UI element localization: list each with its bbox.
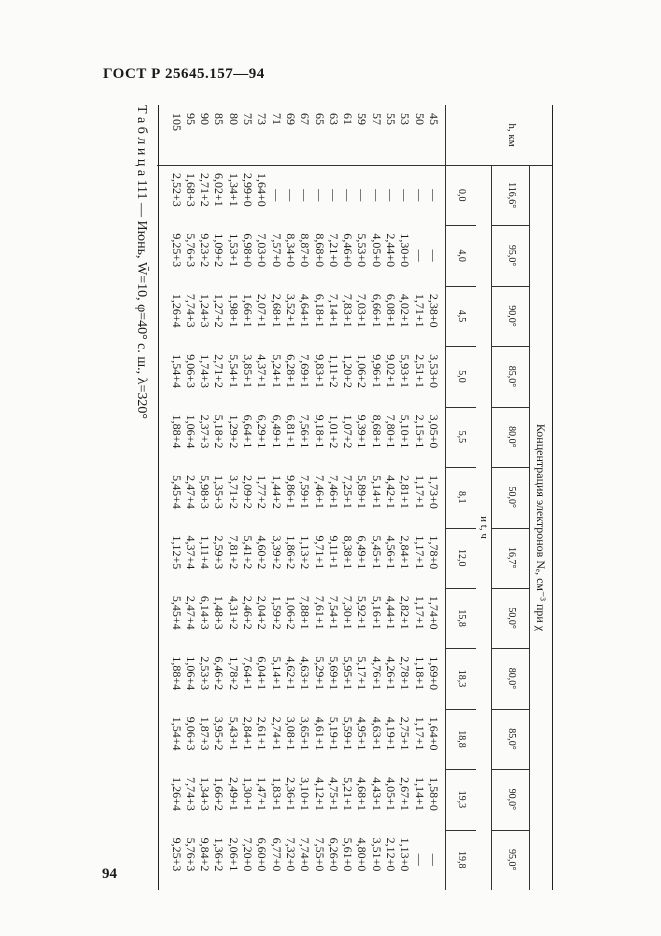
table-cell: 5,53+0	[355, 233, 370, 268]
table-cell: 6,81+1	[284, 414, 298, 449]
table-cell: 1,69+0	[427, 656, 441, 691]
table-cell: 4,64+1	[298, 293, 313, 328]
table-cell: —	[284, 189, 298, 202]
table-cell: 5,98+3	[198, 475, 213, 509]
table-cell: 6,98+0	[241, 233, 256, 268]
table-cell: 6,08+1	[384, 293, 399, 328]
table-cell: 2,78+1	[398, 656, 413, 691]
table-cell: 1,68+3	[183, 173, 198, 207]
table-cell: 6,66+1	[369, 293, 384, 328]
table-cell: 5,14+1	[269, 656, 284, 691]
table-cell: —	[298, 189, 313, 202]
table-cell: 2,44+0	[384, 233, 399, 268]
table-cell: 2,84+1	[241, 716, 256, 751]
table-row	[184, 105, 197, 890]
table-cell: 1,88+4	[169, 656, 184, 691]
table-cell: 4,31+2	[226, 595, 241, 630]
row-height-value: 53	[398, 113, 413, 125]
table-cell: 1,34+3	[198, 777, 213, 811]
group-header: Концентрация электронов Nₑ, см⁻³ при χ	[534, 423, 548, 632]
table-cell: 7,81+2	[226, 535, 241, 570]
table-cell: 2,81+1	[398, 475, 413, 509]
table-cell: 9,06+3	[183, 354, 198, 389]
t-header-cell: 0,0	[456, 188, 467, 202]
t-header-cell: 19,3	[456, 790, 467, 809]
table-cell: 5,61+0	[341, 837, 356, 872]
table-caption: Т а б л и ц а 111 — Июнь, W̄=10, φ=40° с. ш., λ=320°	[134, 105, 149, 419]
table-cell: 1,13+2	[298, 535, 313, 570]
table-cell: 3,39+2	[269, 535, 284, 570]
table-cell: 1,78+2	[226, 656, 241, 691]
table-cell: 2,37+3	[198, 414, 213, 449]
table-cell: 5,19+1	[326, 716, 341, 751]
row-height-value: 55	[384, 113, 399, 125]
table-cell: 1,98+1	[226, 293, 241, 328]
row-height-value: 80	[226, 113, 241, 125]
table-cell: 5,43+1	[226, 716, 241, 751]
table-cell: 4,05+1	[384, 777, 399, 811]
row-height-value: 45	[427, 113, 441, 125]
table-cell: 1,44+2	[269, 475, 284, 509]
table-cell: 1,30+0	[398, 233, 413, 268]
table-cell: 9,96+1	[369, 354, 384, 389]
table-cell: —	[384, 189, 399, 202]
table-cell: 1,17+1	[412, 535, 427, 570]
table-cell: 7,03+1	[355, 293, 370, 328]
t-header-cell: 12,0	[456, 548, 467, 567]
table-cell: 1,58+0	[427, 777, 441, 811]
table-cell: 2,71+2	[198, 173, 213, 207]
table-row	[198, 105, 211, 890]
table-cell: 1,64+0	[427, 716, 441, 751]
table-cell: 4,63+1	[298, 656, 313, 691]
rotated-table	[121, 105, 553, 890]
table-cell: 2,09+2	[241, 475, 256, 509]
table-cell: 6,49+1	[269, 414, 284, 449]
row-height-value: 61	[341, 113, 356, 125]
table-row	[241, 105, 254, 890]
table-cell: 1,88+4	[169, 414, 184, 449]
table-cell: —	[412, 249, 427, 262]
table-cell: 1,01+2	[326, 414, 341, 449]
table-cell: 2,36+1	[284, 777, 298, 811]
table-cell: —	[398, 189, 413, 202]
table-cell: 9,39+1	[355, 414, 370, 449]
table-cell: 8,87+0	[298, 233, 313, 268]
table-cell: 7,74+3	[183, 777, 198, 811]
table-cell: 1,64+0	[255, 173, 270, 207]
table-row	[255, 105, 268, 890]
table-cell: 5,92+1	[355, 595, 370, 630]
row-height-value: 90	[198, 113, 213, 125]
table-frame	[158, 105, 553, 890]
table-cell: 7,80+1	[384, 414, 399, 449]
table-cell: 1,26+4	[169, 777, 184, 811]
table-cell: 2,06+1	[226, 837, 241, 872]
table-cell: 5,76+3	[183, 233, 198, 268]
table-cell: 1,35+3	[212, 475, 227, 509]
table-cell: 1,07+2	[341, 414, 356, 449]
table-cell: 1,12+5	[169, 535, 184, 570]
table-cell: 1,20+2	[341, 354, 356, 389]
table-cell: 4,05+0	[369, 233, 384, 268]
table-cell: 5,59+1	[341, 716, 356, 751]
table-cell: 9,25+3	[169, 233, 184, 268]
table-cell: 4,56+1	[384, 535, 399, 570]
table-cell: 1,18+1	[412, 656, 427, 691]
table-cell: 5,10+1	[398, 414, 413, 449]
table-cell: 5,69+1	[326, 656, 341, 691]
row-height-value: 59	[355, 113, 370, 125]
table-cell: 9,23+2	[198, 233, 213, 268]
table-cell: 5,76+3	[183, 837, 198, 872]
table-cell: 6,77+0	[269, 837, 284, 872]
chi-header-cell: 80,0°	[506, 667, 517, 690]
table-cell: 1,77+2	[255, 475, 270, 509]
table-cell: 6,60+0	[255, 837, 270, 872]
table-cell: 1,06+2	[355, 354, 370, 389]
table-cell: 2,15+1	[412, 414, 427, 449]
table-cell: 4,75+1	[326, 777, 341, 811]
table-cell: 4,42+1	[384, 475, 399, 509]
table-cell: —	[427, 853, 441, 866]
table-cell: —	[427, 189, 441, 202]
chi-header-cell: 95,0°	[506, 244, 517, 267]
table-cell: 4,76+1	[369, 656, 384, 691]
t-header-cell: 4,5	[456, 309, 467, 323]
table-cell: 4,12+1	[312, 777, 327, 811]
page-number: 94	[102, 866, 117, 882]
table-cell: 4,43+1	[369, 777, 384, 811]
table-cell: 6,46+0	[341, 233, 356, 268]
table-cell: 3,52+1	[284, 293, 298, 328]
table-cell: 2,52+3	[169, 173, 184, 207]
table-cell: 3,53+0	[427, 354, 441, 389]
table-cell: 2,51+1	[412, 354, 427, 389]
table-cell: 3,95+2	[212, 716, 227, 751]
table-row	[356, 105, 369, 890]
t-header-cell: 5,0	[456, 370, 467, 383]
table-cell: 7,14+1	[326, 293, 341, 328]
table-row	[384, 105, 397, 890]
table-cell: 1,83+1	[269, 777, 284, 811]
table-cell: 5,54+1	[226, 354, 241, 389]
row-height-value: 105	[169, 113, 184, 131]
table-cell: 9,83+1	[312, 354, 327, 389]
table-cell: 5,14+1	[369, 475, 384, 509]
table-cell: —	[412, 189, 427, 202]
row-height-value: 65	[312, 113, 327, 125]
table-cell: 6,18+1	[312, 293, 327, 328]
table-cell: 2,04+2	[255, 595, 270, 630]
chi-header-cell: 50,0°	[506, 486, 517, 509]
table-cell: 1,71+1	[412, 293, 427, 328]
table-row	[270, 105, 283, 890]
table-cell: 6,14+3	[198, 595, 213, 630]
table-cell: 6,64+1	[241, 414, 256, 449]
t-header-cell: 5,5	[456, 430, 467, 444]
table-cell: 1,87+3	[198, 716, 213, 751]
table-cell: 5,21+1	[341, 777, 356, 811]
table-cell: 8,34+0	[284, 233, 298, 268]
table-cell: 5,45+4	[169, 595, 184, 630]
table-cell: 2,67+1	[398, 777, 413, 811]
table-cell: 1,17+1	[412, 716, 427, 751]
table-cell: 7,55+0	[312, 837, 327, 872]
table-cell: 2,47+4	[183, 475, 198, 509]
table-cell: 3,65+1	[298, 716, 313, 751]
row-height-value: 73	[255, 113, 270, 125]
table-cell: 2,12+0	[384, 837, 399, 872]
table-row	[370, 105, 383, 890]
table-row	[227, 105, 240, 890]
table-cell: 2,61+1	[255, 716, 270, 751]
table-cell: 1,11+2	[326, 354, 341, 388]
table-cell: 2,71+2	[212, 354, 227, 389]
table-cell: 1,36+2	[212, 837, 227, 872]
table-cell: —	[412, 853, 427, 866]
table-cell: 5,45+1	[369, 535, 384, 570]
table-cell: 2,84+1	[398, 535, 413, 570]
table-cell: 1,17+1	[412, 475, 427, 509]
table-cell: 6,49+1	[355, 535, 370, 570]
table-cell: 2,75+1	[398, 716, 413, 751]
table-cell: 4,63+1	[369, 716, 384, 751]
chi-header-cell: 90,0°	[506, 788, 517, 811]
table-cell: 7,20+0	[241, 837, 256, 872]
table-cell: 1,86+2	[284, 535, 298, 570]
table-cell: 7,74+3	[183, 293, 198, 328]
table-row	[327, 105, 340, 890]
table-row	[413, 105, 426, 890]
table-cell: 1,24+3	[198, 293, 213, 328]
table-row	[298, 105, 311, 890]
document-title: ГОСТ Р 25645.157—94	[103, 66, 265, 82]
table-cell: 5,16+1	[369, 595, 384, 630]
table-cell: 4,19+1	[384, 716, 399, 751]
table-cell: 1,06+4	[183, 656, 198, 691]
table-cell: 1,06+2	[284, 595, 298, 630]
table-row	[313, 105, 326, 890]
table-cell: 4,95+1	[355, 716, 370, 751]
table-cell: 4,60+2	[255, 535, 270, 570]
h-column-header: h, км	[506, 123, 518, 147]
table-cell: 5,29+1	[312, 656, 327, 691]
table-cell: —	[355, 189, 370, 202]
table-cell: 1,74+3	[198, 354, 213, 389]
row-height-value: 71	[269, 113, 284, 125]
table-cell: 4,62+1	[284, 656, 298, 691]
row-height-value: 67	[298, 113, 313, 125]
table-cell: 2,47+4	[183, 595, 198, 630]
table-cell: 1,27+2	[212, 293, 227, 328]
table-cell: 1,53+1	[226, 233, 241, 268]
table-cell: 9,25+3	[169, 837, 184, 872]
table-cell: 9,06+3	[183, 716, 198, 751]
table-cell: 1,47+1	[255, 777, 270, 811]
table-cell: 7,03+0	[255, 233, 270, 268]
table-cell: 7,83+1	[341, 293, 356, 328]
table-cell: 7,56+1	[298, 414, 313, 449]
table-cell: 1,66+1	[241, 293, 256, 328]
table-cell: 1,48+3	[212, 595, 227, 630]
table-cell: —	[312, 189, 327, 202]
table-cell: 5,41+2	[241, 535, 256, 570]
table-cell: 1,34+1	[226, 173, 241, 207]
table-cell: 6,04+1	[255, 656, 270, 691]
table-cell: 1,29+2	[226, 414, 241, 449]
table-cell: 4,37+4	[183, 535, 198, 570]
table-cell: 5,95+1	[341, 656, 356, 691]
table-cell: 1,17+1	[412, 595, 427, 630]
row-height-value: 75	[241, 113, 256, 125]
table-cell: 6,46+2	[212, 656, 227, 691]
table-cell: 7,30+1	[341, 595, 356, 630]
table-cell: 4,02+1	[398, 293, 413, 328]
table-cell: 1,66+2	[212, 777, 227, 811]
table-cell: 4,61+1	[312, 716, 327, 751]
table-cell: 1,54+4	[169, 716, 184, 751]
table-row	[170, 105, 183, 890]
row-height-value: 57	[369, 113, 384, 125]
t-label: и t, ч	[478, 516, 490, 539]
table-cell: 3,85+1	[241, 354, 256, 389]
table-cell: 9,86+1	[284, 475, 298, 509]
table-cell: 7,46+1	[312, 475, 327, 509]
table-cell: 5,89+1	[355, 475, 370, 509]
table-cell: 1,13+0	[398, 837, 413, 872]
table-cell: 5,24+1	[269, 354, 284, 389]
table-cell: 1,11+4	[198, 535, 213, 569]
table-cell: 7,25+1	[341, 475, 356, 509]
table-row	[213, 105, 226, 890]
t-header-cell: 4,0	[456, 249, 467, 262]
t-header-cell: 18,8	[456, 730, 467, 748]
table-cell: 7,21+0	[326, 233, 341, 268]
table-cell: 1,14+1	[412, 777, 427, 811]
row-height-value: 63	[326, 113, 341, 125]
table-cell: 7,74+0	[298, 837, 313, 872]
table-cell: 4,44+1	[384, 595, 399, 630]
table-cell: 7,64+1	[241, 656, 256, 691]
table-cell: 1,59+2	[269, 595, 284, 630]
table-cell: 9,71+1	[312, 535, 327, 570]
table-cell: 1,09+2	[212, 233, 227, 268]
table-cell: 2,74+1	[269, 716, 284, 751]
table-cell: —	[427, 249, 441, 262]
chi-header-cell: 16,7°	[506, 546, 517, 569]
t-header-cell: 8,1	[456, 491, 467, 504]
table-cell: 2,99+0	[241, 173, 256, 207]
table-cell: 3,71+2	[226, 475, 241, 509]
table-row	[427, 105, 440, 890]
chi-header-cell: 80,0°	[506, 426, 517, 448]
table-cell: 3,10+1	[298, 777, 313, 811]
table-cell: 6,29+1	[255, 414, 270, 449]
table-cell: 7,69+1	[298, 354, 313, 389]
chi-header-cell: 85,0°	[506, 365, 517, 388]
table-cell: 6,26+0	[326, 837, 341, 872]
table-cell: 2,82+1	[398, 595, 413, 630]
chi-header-cell: 85,0°	[506, 728, 517, 750]
table-cell: 8,68+0	[312, 233, 327, 268]
table-cell: 2,38+0	[427, 293, 441, 328]
table-cell: 7,88+1	[298, 595, 313, 630]
table-cell: 3,51+0	[369, 837, 384, 872]
table-cell: 2,53+3	[198, 656, 213, 691]
table-cell: 6,02+1	[212, 173, 227, 207]
table-row	[341, 105, 354, 890]
t-header-cell: 18,3	[456, 669, 467, 688]
table-cell: 1,74+0	[427, 595, 441, 630]
table-cell: 9,84+2	[198, 837, 213, 872]
t-header-cell: 15,8	[456, 609, 467, 627]
table-cell: 7,59+1	[298, 475, 313, 509]
table-cell: 1,73+0	[427, 475, 441, 509]
chi-header-cell: 90,0°	[506, 305, 517, 327]
row-height-value: 95	[183, 113, 198, 125]
t-header-cell: 19,8	[456, 851, 467, 869]
table-cell: 2,59+3	[212, 535, 227, 570]
table-cell: 9,11+1	[326, 535, 341, 569]
table-cell: 2,49+1	[226, 777, 241, 811]
table-cell: 1,78+0	[427, 535, 441, 570]
table-cell: 9,18+1	[312, 414, 327, 449]
table-row	[398, 105, 411, 890]
table-cell: 7,32+0	[284, 837, 298, 872]
table-cell: 4,68+1	[355, 777, 370, 811]
table-cell: 8,68+1	[369, 414, 384, 449]
row-height-value: 85	[212, 113, 227, 125]
table-cell: 7,57+0	[269, 233, 284, 268]
table-cell: 6,28+1	[284, 354, 298, 389]
table-cell: 1,06+4	[183, 414, 198, 449]
table-cell: 4,37+1	[255, 354, 270, 389]
table-cell: 8,38+1	[341, 535, 356, 570]
table-cell: 5,18+2	[212, 414, 227, 449]
chi-header-cell: 50,0°	[506, 607, 517, 629]
table-row	[284, 105, 297, 890]
row-height-value: 69	[284, 113, 298, 125]
table-cell: —	[369, 189, 384, 202]
table-cell: 5,93+1	[398, 354, 413, 389]
table-cell: 2,46+2	[241, 595, 256, 630]
table-cell: 3,08+1	[284, 716, 298, 751]
table-cell: 4,80+0	[355, 837, 370, 872]
table-cell: —	[269, 189, 284, 202]
table-cell: 1,30+1	[241, 777, 256, 811]
chi-header-cell: 116,6°	[506, 182, 517, 209]
table-cell: 2,68+1	[269, 293, 284, 328]
table-cell: 1,26+4	[169, 293, 184, 328]
table-cell: 4,26+1	[384, 656, 399, 691]
table-cell: —	[341, 189, 356, 202]
table-cell: 7,61+1	[312, 595, 327, 630]
chi-header-cell: 95,0°	[506, 849, 517, 871]
table-cell: 3,05+0	[427, 414, 441, 449]
table-cell: 5,17+1	[355, 656, 370, 691]
table-cell: 2,07+1	[255, 293, 270, 328]
table-cell: 1,54+4	[169, 354, 184, 389]
table-cell: 7,54+1	[326, 595, 341, 630]
table-cell: 7,46+1	[326, 475, 341, 509]
table-cell: 5,45+4	[169, 475, 184, 509]
table-cell: 9,02+1	[384, 354, 399, 389]
table-cell: —	[326, 189, 341, 202]
row-height-value: 50	[412, 113, 427, 125]
